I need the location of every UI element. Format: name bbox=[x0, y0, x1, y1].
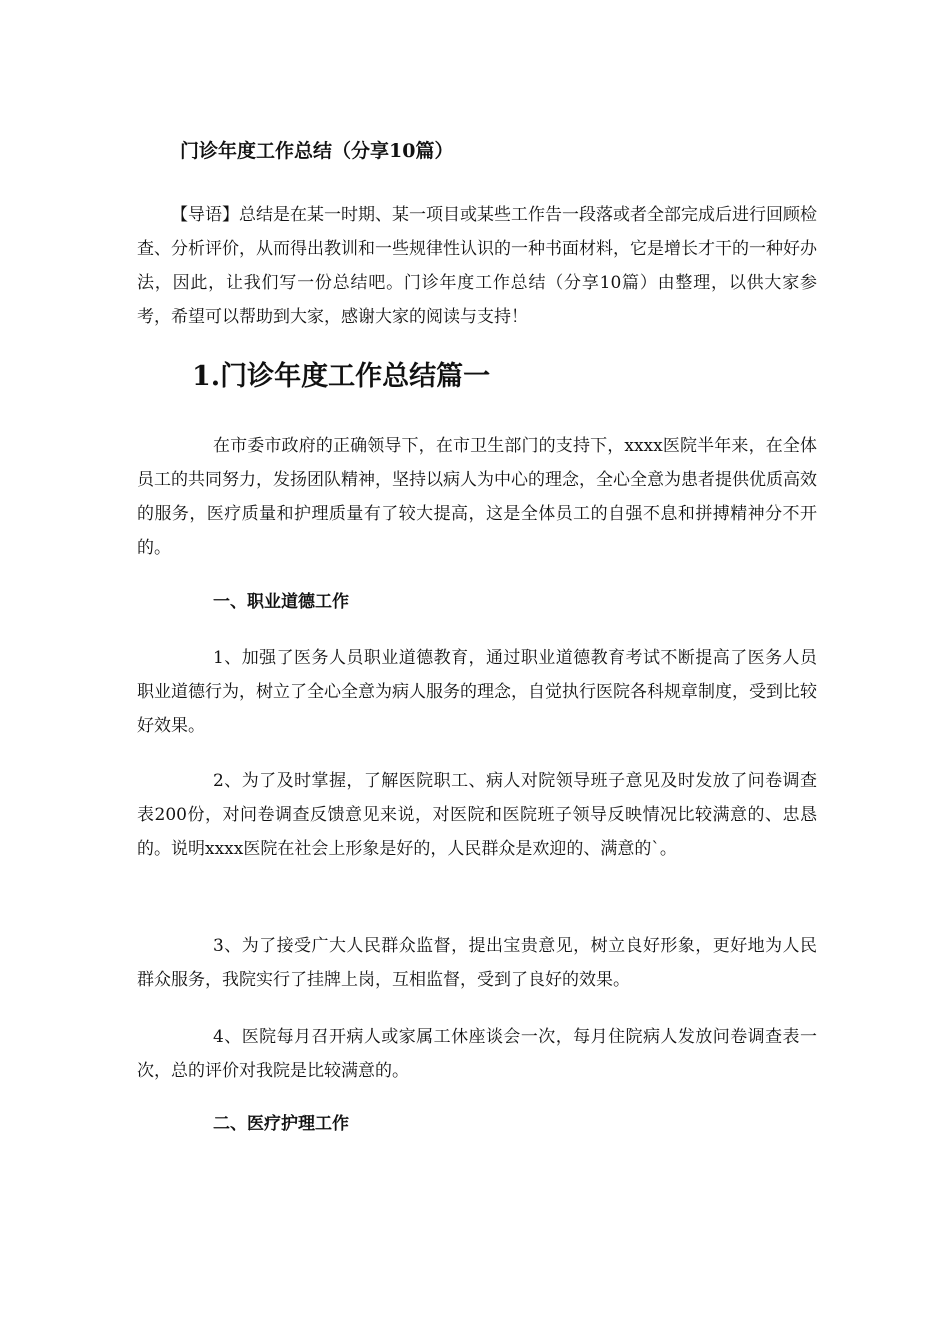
intro-paragraph: 【导语】总结是在某一时期、某一项目或某些工作告一段落或者全部完成后进行回顾检查、分析评价，从而得出教训和一些规律性认识的一种书面材料，它是增长才干的一种好办法，因此，让我们写一份总结吧。门诊年度工作总结（分享10篇）由整理，以供大家参考，希望可以帮助到大家，感谢大家的阅读与支持！ bbox=[137, 205, 817, 327]
section-paragraph: 在市委市政府的正确领导下，在市卫生部门的支持下，xxxx医院半年来，在全体员工的共同努力，发扬团队精神，坚持以病人为中心的理念，全心全意为患者提供优质高效的服务，医疗质量和护理质量有了较大提高，这是全体员工的自强不息和拼搏精神分不开的。 bbox=[137, 436, 817, 558]
section-heading: 1.门诊年度工作总结篇一 bbox=[192, 361, 491, 392]
sub-heading-medical: 二、医疗护理工作 bbox=[213, 1114, 349, 1134]
list-item: 2、为了及时掌握，了解医院职工、病人对院领导班子意见及时发放了问卷调查表200份，对问卷调查反馈意见来说，对医院和医院班子领导反映情况比较满意的、忠恳的。说明xxxx医院在社会上形象是好的，人民群众是欢迎的、满意的`。 bbox=[137, 771, 817, 859]
document-title: 门诊年度工作总结（分享10篇） bbox=[180, 140, 454, 162]
list-item: 3、为了接受广大人民群众监督，提出宝贵意见，树立良好形象，更好地为人民群众服务，我院实行了挂牌上岗，互相监督，受到了良好的效果。 bbox=[137, 936, 817, 990]
sub-heading-ethics: 一、职业道德工作 bbox=[213, 592, 349, 612]
list-item: 4、医院每月召开病人或家属工休座谈会一次，每月住院病人发放问卷调查表一次，总的评价对我院是比较满意的。 bbox=[137, 1027, 817, 1081]
list-item: 1、加强了医务人员职业道德教育，通过职业道德教育考试不断提高了医务人员职业道德行为，树立了全心全意为病人服务的理念，自觉执行医院各科规章制度，受到比较好效果。 bbox=[137, 648, 817, 736]
